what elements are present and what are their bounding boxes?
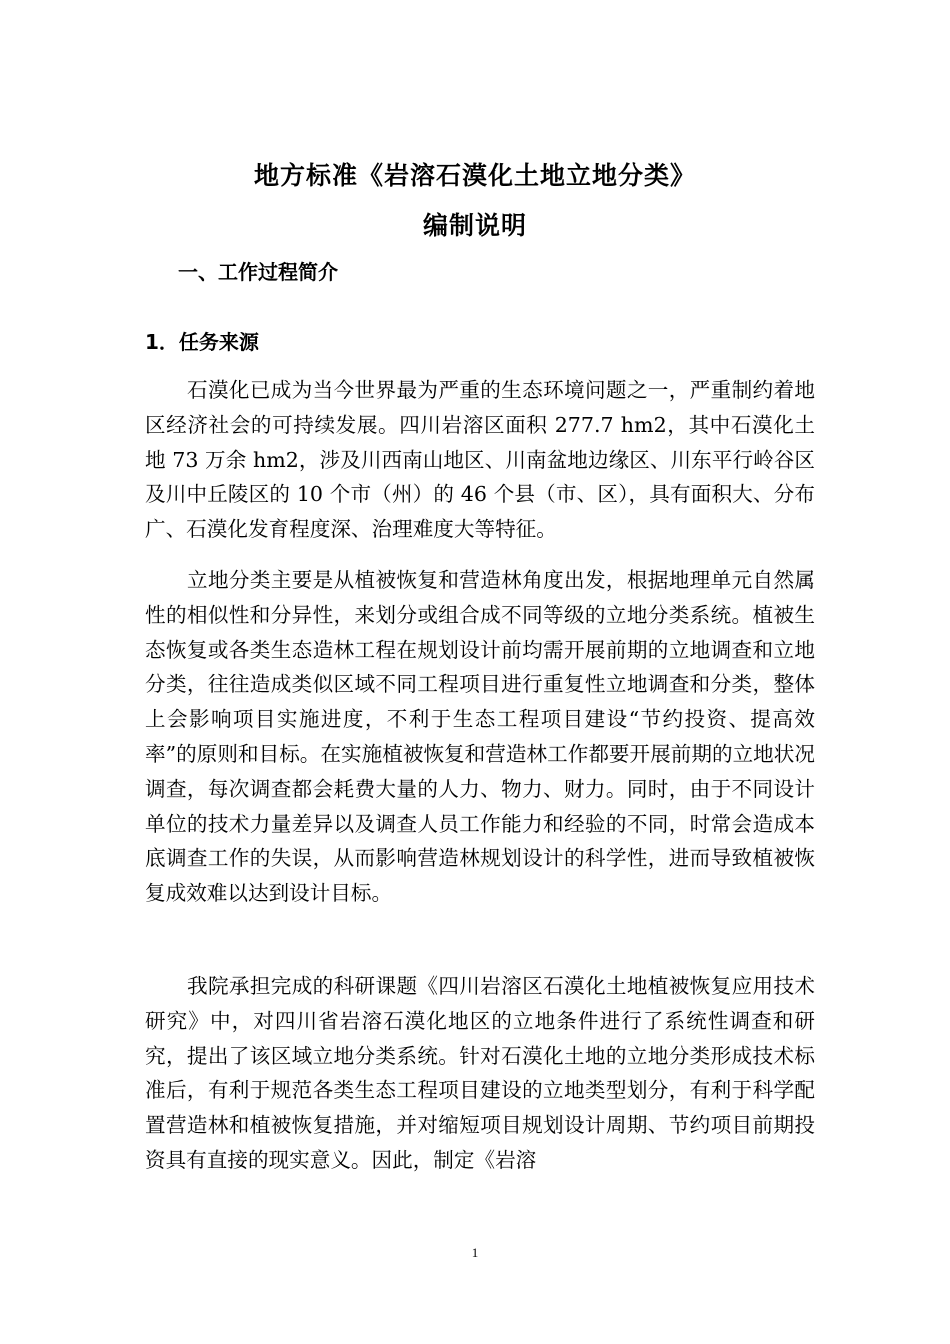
section-heading: 一、工作过程简介 bbox=[178, 260, 338, 284]
subsection-heading: 1．任务来源 bbox=[145, 330, 259, 354]
body-paragraph: 石漠化已成为当今世界最为严重的生态环境问题之一，严重制约着地区经济社会的可持续发展。四川岩溶区面积 277.7 hm2，其中石漠化土地 73 万余 hm2，涉及川西南山地区、川南盆地边缘区、川东平行岭谷区及川中丘陵区的 10 个市（州）的 46 个县（市、区），具有面积大、分布广、石漠化发育程度深、治理难度大等特征。 bbox=[145, 378, 815, 542]
body-paragraph: 我院承担完成的科研课题《四川岩溶区石漠化土地植被恢复应用技术研究》中，对四川省岩溶石漠化地区的立地条件进行了系统性调查和研究，提出了该区域立地分类系统。针对石漠化土地的立地分类形成技术标准后，有利于规范各类生态工程项目建设的立地类型划分，有利于科学配置营造林和植被恢复措施，并对缩短项目规划设计周期、节约项目前期投资具有直接的现实意义。因此，制定《岩溶 bbox=[145, 974, 815, 1172]
body-paragraph: 立地分类主要是从植被恢复和营造林角度出发，根据地理单元自然属性的相似性和分异性，来划分或组合成不同等级的立地分类系统。植被生态恢复或各类生态造林工程在规划设计前均需开展前期的立地调查和立地分类，往往造成类似区域不同工程项目进行重复性立地调查和分类，整体上会影响项目实施进度，不利于生态工程项目建设“节约投资、提高效率”的原则和目标。在实施植被恢复和营造林工作都要开展前期的立地状况调查，每次调查都会耗费大量的人力、物力、财力。同时，由于不同设计单位的技术力量差异以及调查人员工作能力和经验的不同，时常会造成本底调查工作的失误，从而影响营造林规划设计的科学性，进而导致植被恢复成效难以达到设计目标。 bbox=[145, 568, 815, 906]
document-subtitle: 编制说明 bbox=[422, 211, 527, 240]
document-title: 地方标准《岩溶石漠化土地立地分类》 bbox=[253, 161, 696, 190]
page-number: 1 bbox=[471, 1245, 479, 1260]
